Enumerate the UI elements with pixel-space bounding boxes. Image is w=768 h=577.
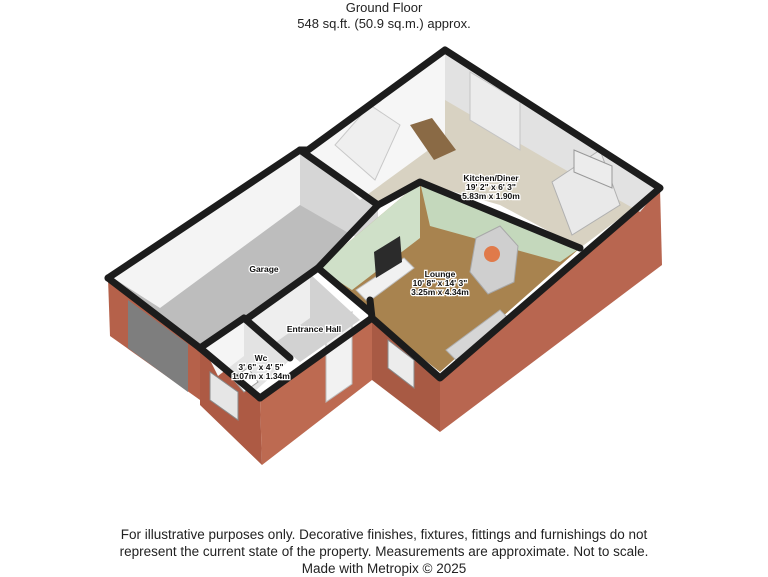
wc-metric-label: 1.07m x 1.34m (232, 371, 290, 381)
kitchen-metric-label: 5.83m x 1.90m (462, 191, 520, 201)
garage-name-label: Garage (249, 264, 279, 274)
kitchen-name-label: Kitchen/Diner (463, 173, 519, 183)
lounge-metric-label: 3.25m x 4.34m (411, 287, 469, 297)
disclaimer-line-2: represent the current state of the property. Measurements are approximate. Not to scale. (119, 544, 649, 559)
disclaimer-line-1: For illustrative purposes only. Decorative finishes, fixtures, fittings and furnishings do not (120, 527, 648, 542)
lounge-name-label: Lounge (424, 269, 456, 279)
cushion (484, 246, 500, 262)
kitchen-imperial-label: 19' 2" x 6' 3" (466, 182, 516, 192)
wc-imperial-label: 3' 6" x 4' 5" (238, 362, 284, 372)
floor-area: 548 sq.ft. (50.9 sq.m.) approx. (297, 16, 471, 31)
floor-title: Ground Floor (345, 0, 423, 15)
wc-name-label: Wc (254, 353, 268, 363)
credit-line: Made with Metropix © 2025 (301, 561, 467, 576)
hall-name-label: Entrance Hall (286, 324, 342, 334)
lounge-imperial-label: 10' 8" x 14' 3" (412, 278, 468, 288)
